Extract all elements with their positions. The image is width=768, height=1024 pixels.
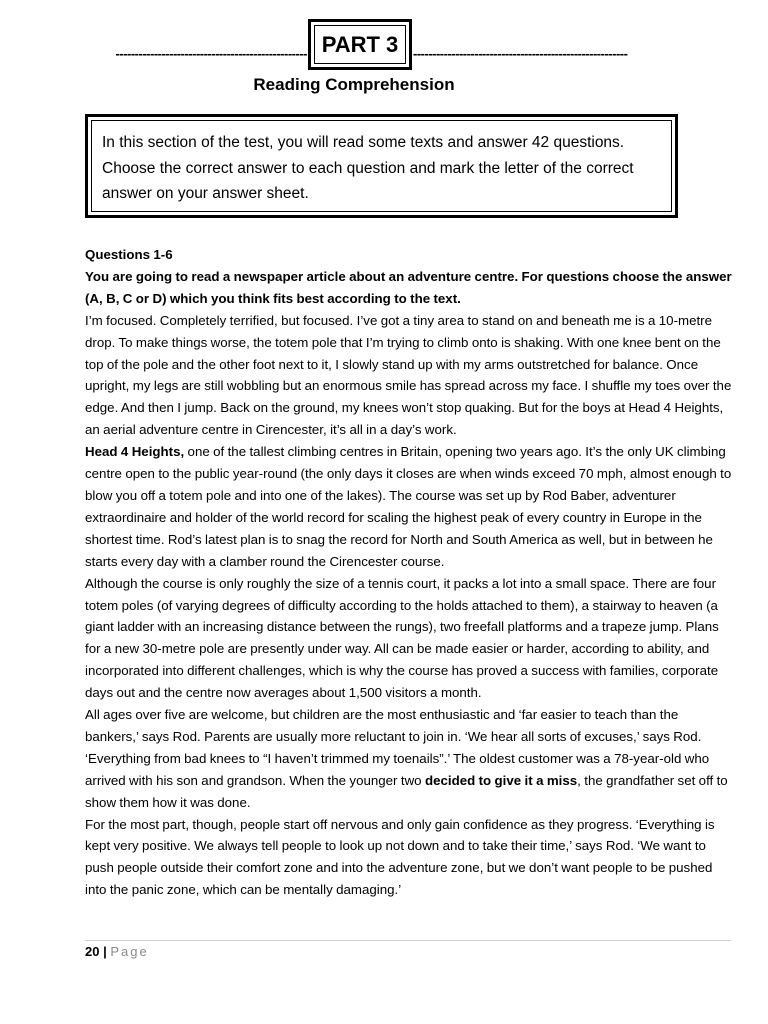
article-paragraph-4-start: All ages over five are welcome, but children are the most enthusiastic and ‘far easier to teach than the bankers,’ says Rod. Parents are usually more reluctant to join in. ‘We hear all sorts of excuses,’ says Rod. ‘Everything from bad knees to “I haven’t trimmed my toenails”.’ The oldest customer was a 78-year-old who arrived with his son and grandson. When the younger two <box>85 707 710 788</box>
footer-separator: | <box>99 944 111 959</box>
page-word: Page <box>110 944 149 959</box>
section-title: Reading Comprehension <box>253 75 455 94</box>
part-label: PART 3 <box>314 25 406 64</box>
questions-task: You are going to read a newspaper article about an adventure centre. For questions choose the answer (A, B, C or D) which you think fits best according to the text. <box>85 268 732 306</box>
part-label-box <box>308 19 412 70</box>
page-footer <box>85 944 149 959</box>
footer-divider <box>85 940 731 941</box>
instructions-box <box>85 114 678 218</box>
article-paragraph-2-text: one of the tallest climbing centres in Britain, opening two years ago. It’s the only UK climbing centre open to the public year-round (the only days it closes are when winds exceed 70 mph, almost enough to blow you off a totem pole and into one of the lakes). The course was set up by Rod Baber, adventurer extraordinaire and holder of the world record for scaling the highest peak of every country in Europe in the shortest time. Rod’s latest plan is to snag the record for North and South America as well, but in between he starts every day with a clamber round the Cirencester course. <box>85 444 732 569</box>
article-paragraph-5: For the most part, though, people start off nervous and only gain confidence as they progress. ‘Everything is kept very positive. We always tell people to look up not down and to take their time,’ says Rod. ‘We want to push people outside their comfort zone and into the adventure zone, but we don’t want people to be pushed into the panic zone, which can be mentally damaging.’ <box>85 816 715 898</box>
article-paragraph-2 <box>85 441 735 572</box>
article-paragraph-4-end: , the grandfather set off to show them how it was done. <box>85 772 728 810</box>
article-paragraph-1: I’m focused. Completely terrified, but focused. I’ve got a tiny area to stand on and beneath me is a 10-metre drop. To make things worse, the totem pole that I’m trying to climb onto is shaking. With one knee bent on the top of the pole and the other foot next to it, I slowly stand up with my arms outstretched for balance. Once upright, my legs are still wobbling but an enormous smile has spread across my face. I shuffle my toes over the edge. And then I jump. Back on the ground, my knees won’t stop quaking. But for the boys at Head 4 Heights, an aerial adventure centre in Cirencester, it’s all in a day’s work. <box>85 312 732 438</box>
header-dashes-right: -------------------------------------------------------- <box>413 46 628 61</box>
article-paragraph-3: Although the course is only roughly the size of a tennis court, it packs a lot into a small space. There are four totem poles (of varying degrees of difficulty according to the holds attached to them), a stairway to heaven (a giant ladder with an increasing distance between the rungs), two freefall platforms and a trapeze jump. Plans for a new 30-metre pole are presently under way. All can be made easier or harder, according to ability, and incorporated into different challenges, which is why the course has proved a success with families, corporate days out and the centre now averages about 1,500 visitors a month. <box>85 575 719 701</box>
questions-heading: Questions 1-6 <box>85 247 173 262</box>
highlighted-phrase: decided to give it a miss <box>424 772 578 788</box>
centre-name: Head 4 Heights, <box>85 444 185 460</box>
page-number: 20 <box>85 944 100 959</box>
header-dashes-left: -------------------------------------------------- <box>115 46 307 61</box>
instructions-text: In this section of the test, you will read some texts and answer 42 questions. Choose the correct answer to each question and mark the letter of the correct answer on your answer sheet. <box>91 120 672 212</box>
reading-content <box>85 244 735 901</box>
article-paragraph-4 <box>85 704 735 814</box>
